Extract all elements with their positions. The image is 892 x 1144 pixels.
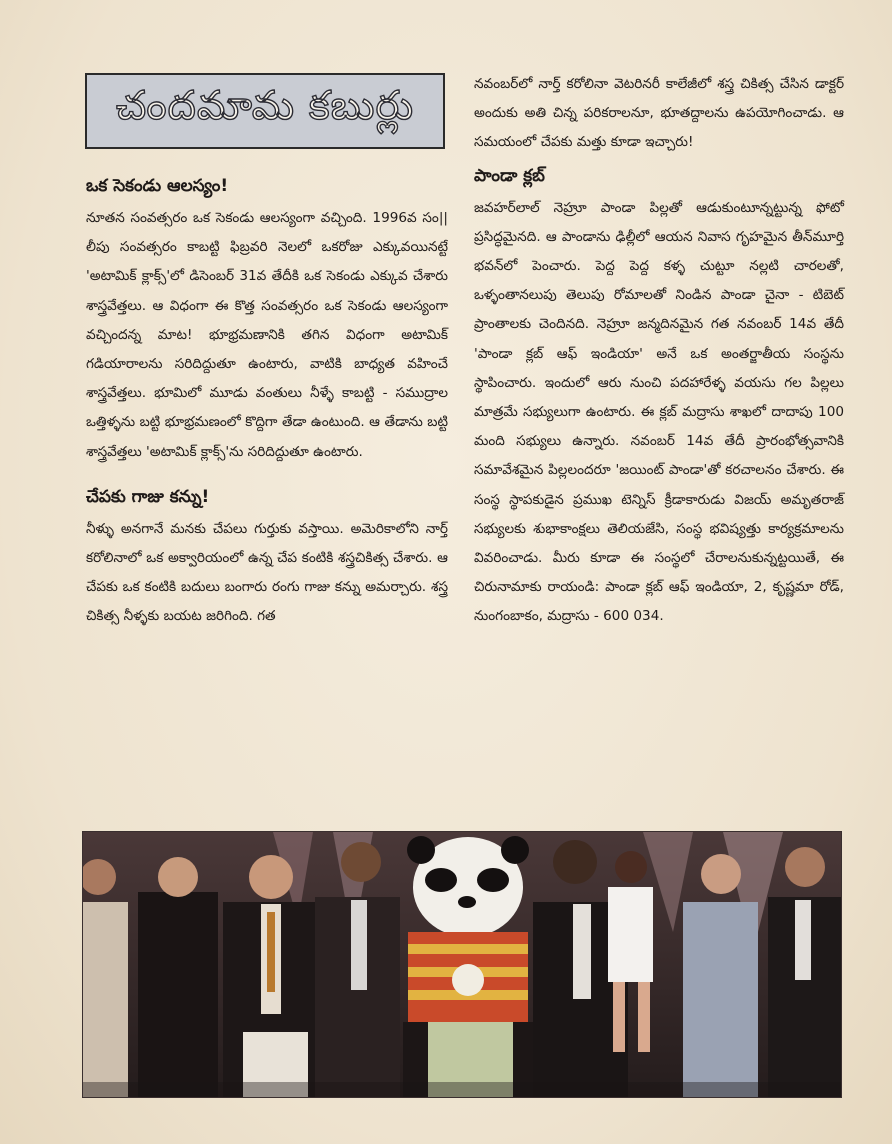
article-body-one-second-delay: నూతన సంవత్సరం ఒక సెకండు ఆలస్యంగా వచ్చింది. 1996వ సం|| లీపు సంవత్సరం కాబట్టి ఫిబ్రవరి నెలలో ఒకరోజు ఎక్కువయినట్టే 'అటామిక్ క్లాక్స్'లో డిసెంబర్ 31వ తేదీకి ఒక సెకండు ఎక్కువ చేశారు శాస్త్రవేత్తలు. ఆ విధంగా ఈ కొత్త సంవత్సరం ఒక సెకండు ఆలస్యంగా వచ్చిందన్న మాట! భూభ్రమణానికి తగిన విధంగా అటామిక్ గడియారాలను సరిదిద్దుతూ ఉంటారు, వాటికి బాధ్యత వహించే శాస్త్రవేత్తలు. భూమిలో మూడు వంతులు నీళ్ళే కాబట్టి - సముద్రాల ఒత్తిళ్ళను బట్టి భూభ్రమణంలో కొద్దిగా తేడా ఉంటుంది. ఆ తేడాను బట్టి శాస్త్రవేత్తలు 'అటామిక్ క్లాక్స్'ను సరిదిద్దుతూ ఉంటారు. (86, 210, 448, 460)
article-heading-panda-club: పాండా క్లబ్ (474, 165, 545, 186)
article-body-fish-glass-eye: నీళ్ళు అనగానే మనకు చేపలు గుర్తుకు వస్తాయి. అమెరికాలోని నార్త్ కరోలినాలో ఒక అక్వారియంలో ఉన్న చేప కంటికి శస్త్రచికిత్స చేశారు. ఆ చేపకు ఒక కంటికి బదులు బంగారు రంగు గాజు కన్ను అమర్చారు. శస్త్ర చికిత్స నీళ్ళకు బయట జరిగింది. గత (86, 520, 448, 625)
left-column (86, 168, 448, 632)
panda-club-photo-illustration (83, 832, 841, 1097)
section-title-box (85, 73, 445, 149)
section-title: చందమామ కబుర్లు (115, 83, 415, 129)
panda-club-photo (82, 831, 842, 1098)
article-heading-one-second-delay: ఒక సెకండు ఆలస్యం! (86, 176, 229, 196)
article-heading-fish-glass-eye: చేపకు గాజు కన్ను! (86, 486, 210, 507)
article-body-fish-glass-eye-continued: నవంబర్‌లో నార్త్ కరోలినా వెటరినరీ కాలేజీలో శస్త్ర చికిత్స చేసిన డాక్టర్ అందుకు అతి చిన్న పరికరాలనూ, భూతద్దాలను ఉపయోగించాడు. ఆ సమయంలో చేపకు మత్తు కూడా ఇచ్చారు! (474, 76, 844, 151)
right-column (474, 70, 844, 632)
article-body-panda-club: జవహర్‌లాల్ నెహ్రూ పాండా పిల్లతో ఆడుకుంటూన్నట్టున్న ఫోటో ప్రసిద్ధమైనది. ఆ పాండాను ఢిల్లీలో ఆయన నివాస గృహమైన తీన్‌మూర్తి భవన్‌లో పెంచారు. పెద్ద పెద్ద కళ్ళ చుట్టూ నల్లటి చారలతో, ఒళ్ళంతానలుపు తెలుపు రోమాలతో నిండిన పాండా చైనా - టిబెట్ ప్రాంతాలకు చెందినది. నెహ్రూ జన్మదినమైన గత నవంబర్ 14వ తేదీ 'పాండా క్లబ్ ఆఫ్ ఇండియా' అనే ఒక అంతర్జాతీయ సంస్థను స్థాపించారు. ఇందులో ఆరు నుంచి పదహారేళ్ళ వయసు గల పిల్లలు మాత్రమే సభ్యులుగా ఉంటారు. ఈ క్లబ్ మద్రాసు శాఖలో దాదాపు 100 మంది సభ్యులు ఉన్నారు. నవంబర్ 14వ తేదీ ప్రారంభోత్సవానికి సమావేశమైన పిల్లలందరూ 'జయింట్ పాండా'తో కరచాలనం చేశారు. ఈ సంస్థ స్థాపకుడైన ప్రముఖ టెన్నిస్ క్రీడాకారుడు విజయ్ అమృతరాజ్ సభ్యులకు శుభాకాంక్షలు తెలియజేసి, సంస్థ భవిష్యత్తు కార్యక్రమాలను వివరించాడు. మీరు కూడా ఈ సంస్థలో చేరాలనుకున్నట్టయితే, ఈ చిరునామాకు రాయండి: పాండా క్లబ్ ఆఫ్ ఇండియా, 2, కృష్ణమా రోడ్, నుంగంబాకం, మద్రాసు - 600 034. (474, 199, 844, 625)
